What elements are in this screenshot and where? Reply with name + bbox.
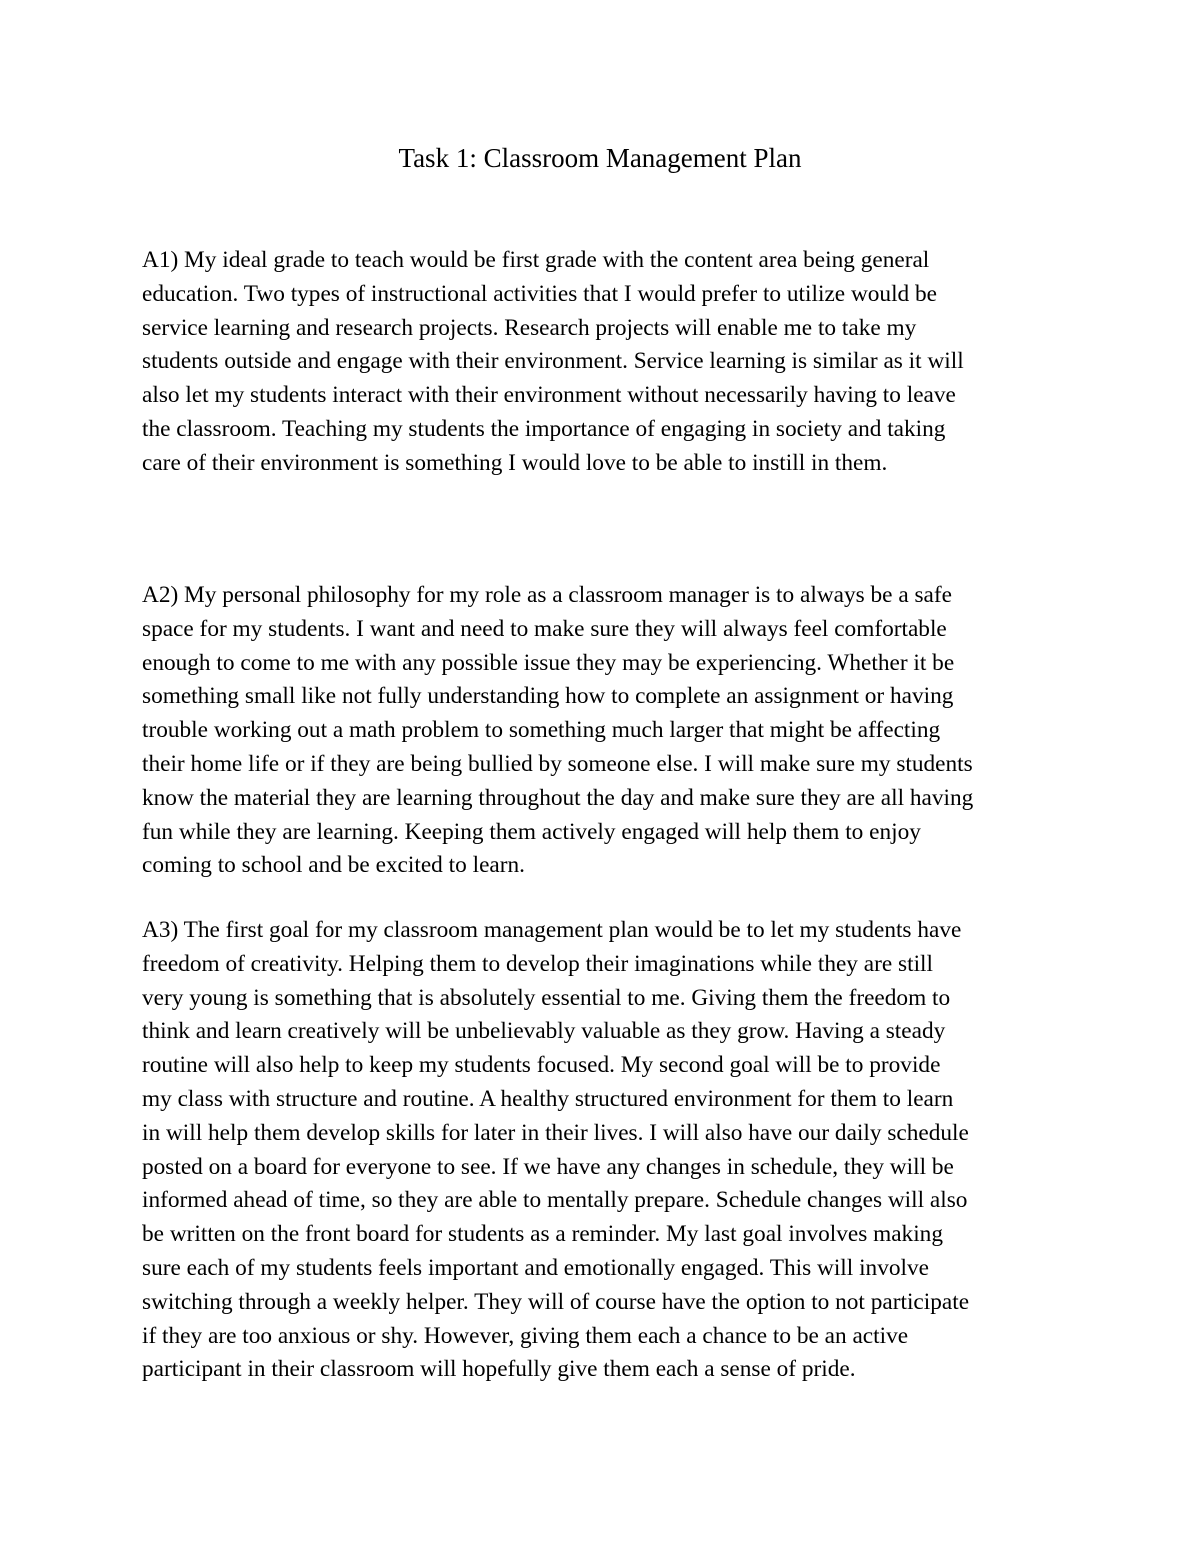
paragraph-a1: A1) My ideal grade to teach would be first grade with the content area being general education. Two types of instructional activities that I would prefer to utilize would be service learning and research projects. Research projects will enable me to take my students outside and engage with their environment. Service learning is similar as it will also let my students interact with their environment without necessarily having to leave the classroom. Teaching my students the importance of engaging in society and taking care of their environment is something I would love to be able to instill in them. <box>142 247 964 476</box>
document-title: Task 1: Classroom Management Plan <box>398 143 802 173</box>
paragraph-a2: A2) My personal philosophy for my role as a classroom manager is to always be a safe space for my students. I want and need to make sure they will always feel comfortable enough to come to me with any possible issue they may be experiencing. Whether it be something small like not fully understanding how to complete an assignment or having trouble working out a math problem to something much larger that might be affecting their home life or if they are being bullied by someone else. I will make sure my students know the material they are learning throughout the day and make sure they are all having fun while they are learning. Keeping them actively engaged will help them to enjoy coming to school and be excited to learn. <box>142 582 974 879</box>
paragraph-a3: A3) The first goal for my classroom management plan would be to let my students have freedom of creativity. Helping them to develop their imaginations while they are still very young is something that is absolutely essential to me. Giving them the freedom to think and learn creatively will be unbelievably valuable as they grow. Having a steady routine will also help to keep my students focused. My second goal will be to provide my class with structure and routine. A healthy structured environment for them to learn in will help them develop skills for later in their lives. I will also have our daily schedule posted on a board for everyone to see. If we have any changes in schedule, they will be informed ahead of time, so they are able to mentally prepare. Schedule changes will also be written on the front board for students as a reminder. My last goal involves making sure each of my students feels important and emotionally engaged. This will involve switching through a weekly helper. They will of course have the option to not participate if they are too anxious or shy. However, giving them each a chance to be an active participant in their classroom will hopefully give them each a sense of pride. <box>142 917 970 1383</box>
